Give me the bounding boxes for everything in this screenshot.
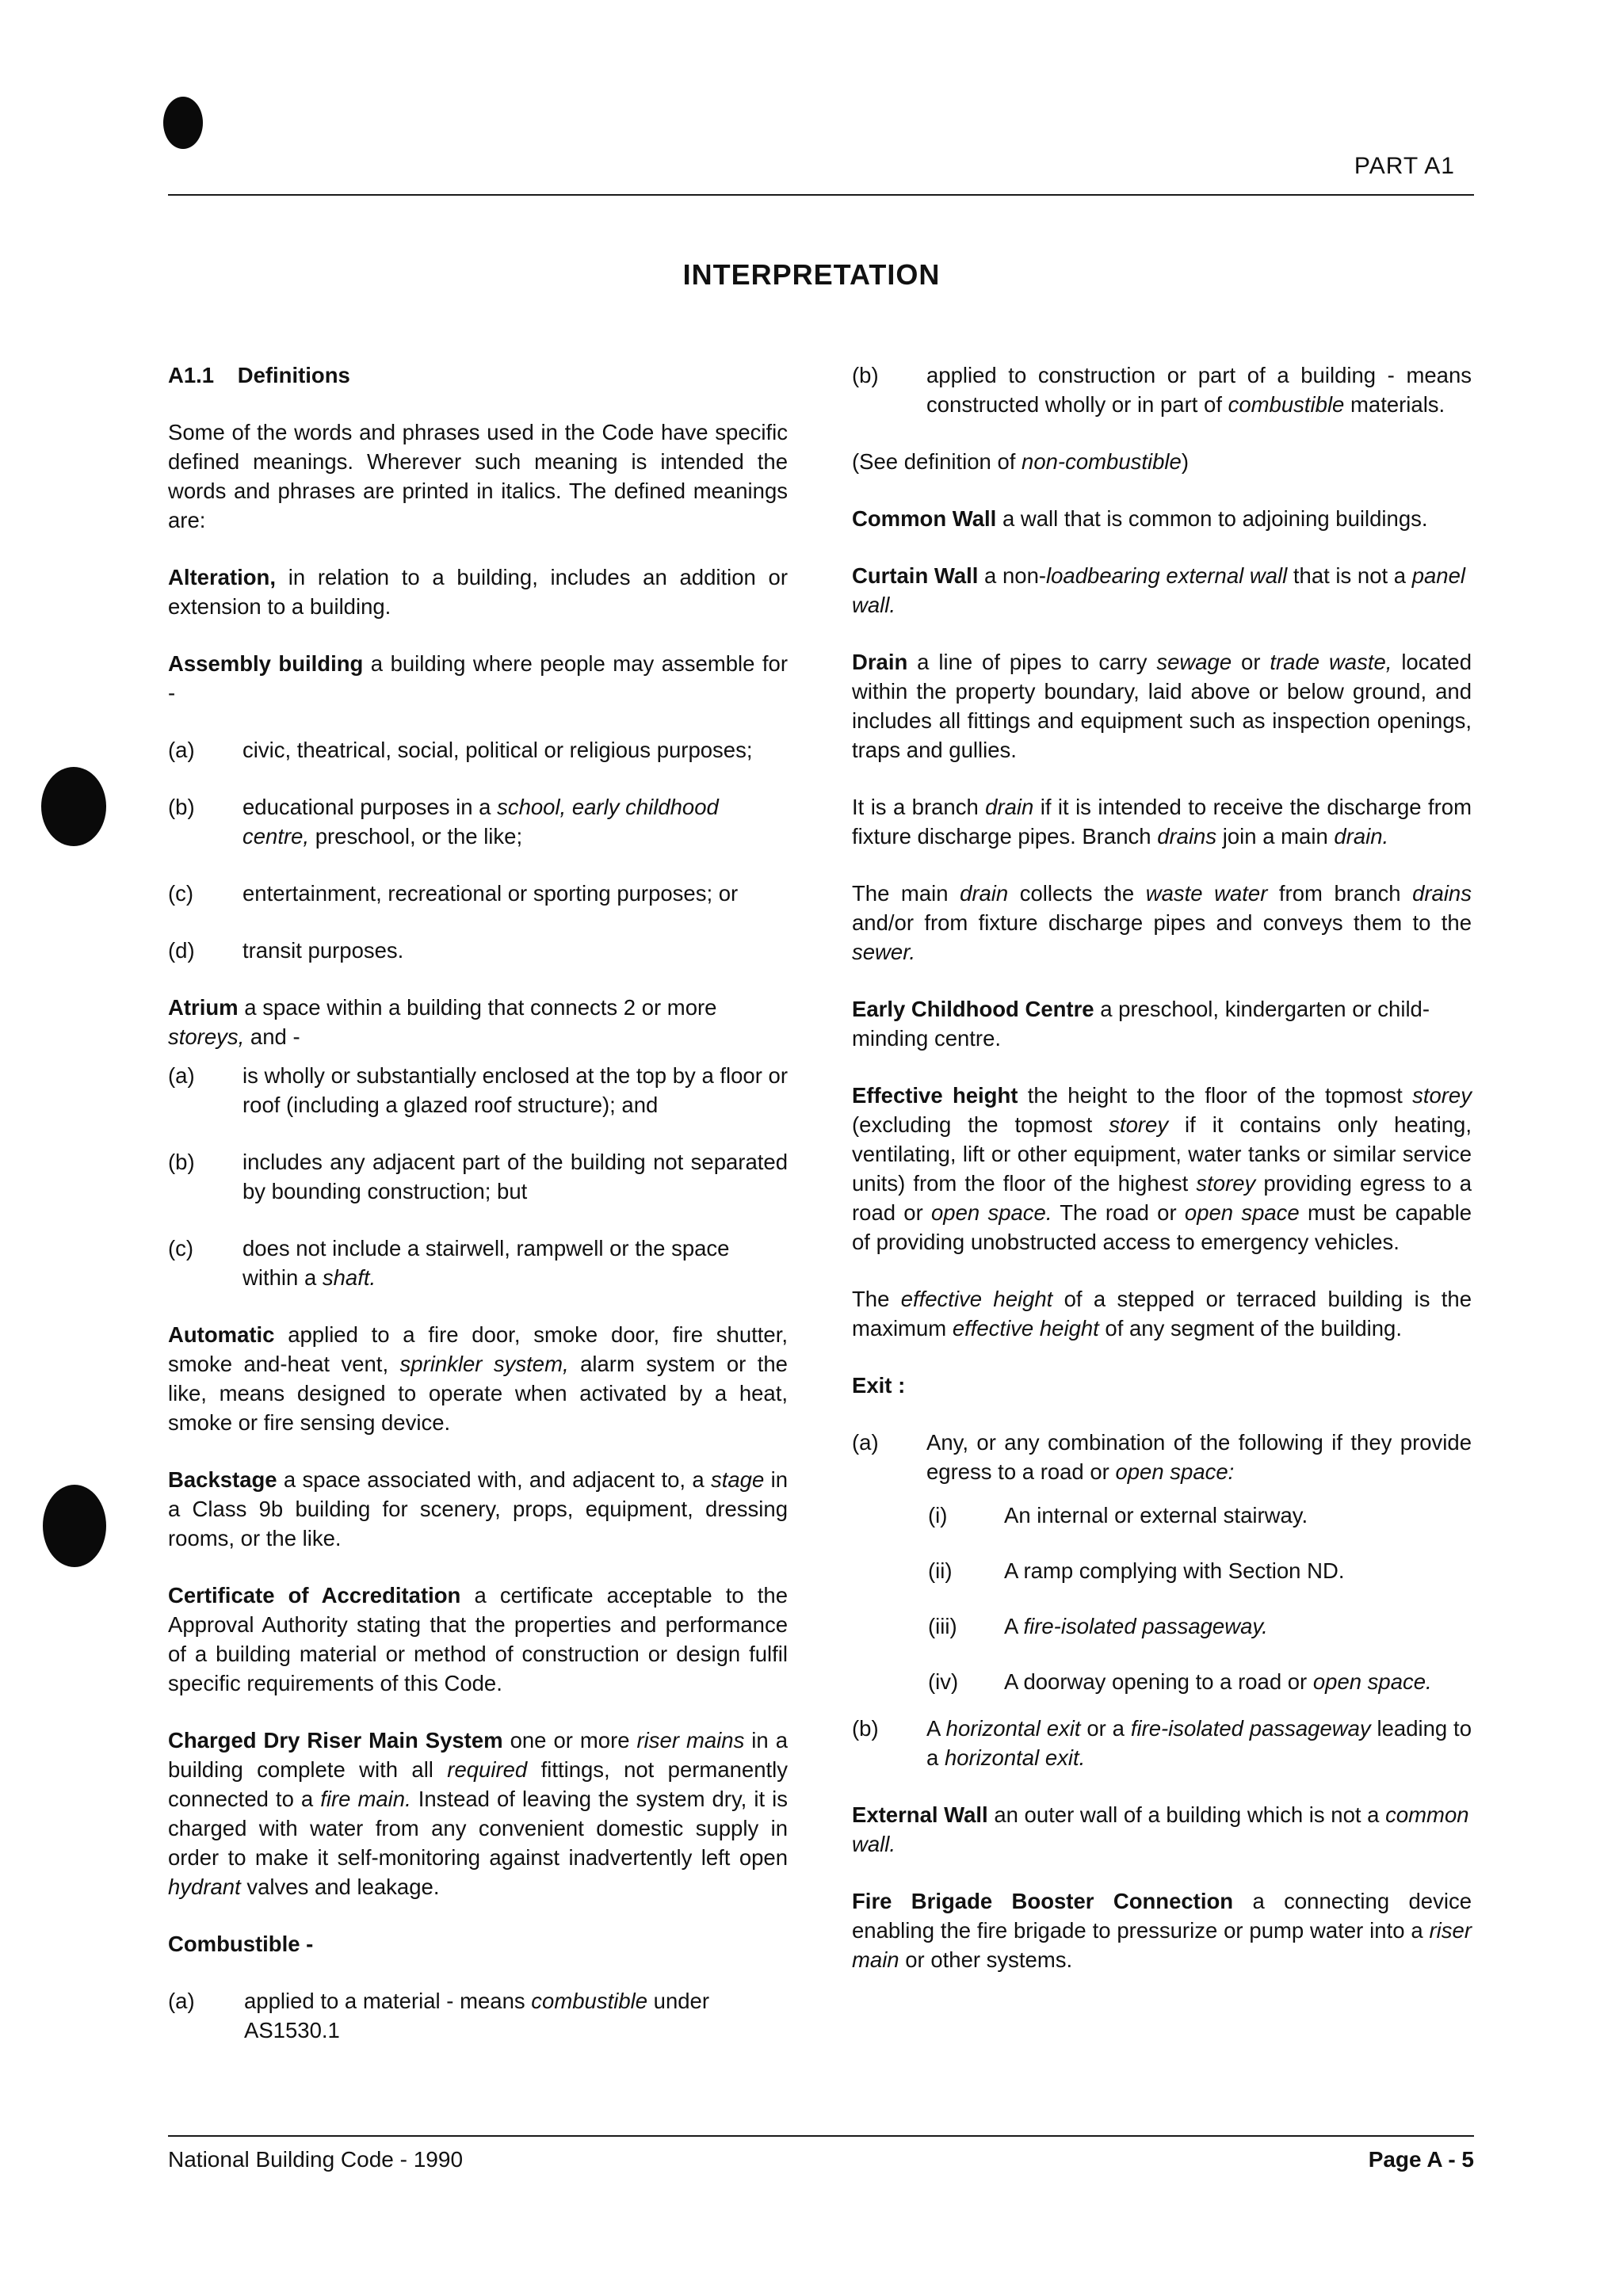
list-item: (b) includes any adjacent part of the building not separated by bounding construction; but bbox=[168, 1150, 788, 1203]
list-item: (a) Any, or any combination of the following if they provide egress to a road or open space: bbox=[852, 1430, 1472, 1484]
footer-page-number: Page A - 5 bbox=[1368, 2147, 1474, 2172]
part-label: PART A1 bbox=[1354, 153, 1455, 179]
drain-paragraph-3: The main drain collects the waste water from branch drains and/or from fixture discharge pipes and conveys them to the sewer. bbox=[852, 881, 1472, 964]
definition-automatic: Automatic applied to a fire door, smoke door, fire shutter, smoke and-heat vent, sprinkler system, alarm system or the like, means designed to operate when activated by a heat, smoke or fire sensing device. bbox=[168, 1322, 788, 1435]
definition-curtain-wall: Curtain Wall a non-loadbearing external wall that is not a panel wall. bbox=[852, 563, 1466, 617]
definition-exit: Exit : bbox=[852, 1373, 906, 1398]
definition-common-wall: Common Wall a wall that is common to adjoining buildings. bbox=[852, 506, 1428, 531]
drain-paragraph-2: It is a branch drain if it is intended to receive the discharge from fixture discharge pipes. Branch drains join a main drain. bbox=[852, 795, 1472, 849]
definition-external-wall: External Wall an outer wall of a building which is not a common wall. bbox=[852, 1802, 1469, 1856]
intro-paragraph: Some of the words and phrases used in the Code have specific defined meanings. Wherever such meaning is intended the words and phrases are printed in italics. The defined meanings are: bbox=[168, 420, 788, 532]
list-item: (a) civic, theatrical, social, political or religious purposes; bbox=[168, 738, 753, 762]
definition-charged-dry-riser-main-system: Charged Dry Riser Main System one or more riser mains in a building complete with all required fittings, not permanently connected to a fire main. Instead of leaving the system dry, it is charged with water from any convenient domestic supply in order to make it self-monitoring against inadvertently left open hydrant valves and leakage. bbox=[168, 1728, 788, 1899]
list-item: (a) is wholly or substantially enclosed at the top by a floor or roof (including a glazed roof structure); and bbox=[168, 1063, 788, 1117]
punch-hole-top bbox=[163, 97, 203, 149]
section-heading: A1.1 Definitions bbox=[168, 363, 350, 387]
see-note: (See definition of non-combustible) bbox=[852, 449, 1189, 474]
definition-effective-height: Effective height the height to the floor of the topmost storey (excluding the topmost storey if it contains only heating, ventilating, lift or other equipment, water tanks or similar service units) from the floor of the highest storey providing egress to a road or open space. The road or open space must be capable of providing unobstructed access to emergency vehicles. bbox=[852, 1083, 1472, 1254]
definition-assembly-building: Assembly building a building where people may assemble for - bbox=[168, 651, 789, 705]
list-item: (i) An internal or external stairway. bbox=[928, 1503, 1308, 1527]
list-item: (ii) A ramp complying with Section ND. bbox=[928, 1558, 1345, 1583]
list-item: (iii) A fire-isolated passageway. bbox=[928, 1614, 1268, 1638]
definition-atrium: Atrium a space within a building that connects 2 or more storeys, and - bbox=[168, 995, 717, 1049]
definition-backstage: Backstage a space associated with, and adjacent to, a stage in a Class 9b building for scenery, props, equipment, dressing rooms, or the like. bbox=[168, 1467, 788, 1550]
list-item: (b) A horizontal exit or a fire-isolated passageway leading to a horizontal exit. bbox=[852, 1716, 1472, 1770]
header-rule bbox=[168, 194, 1474, 196]
definition-combustible: Combustible - bbox=[168, 1932, 314, 1956]
footer-rule bbox=[168, 2135, 1474, 2137]
page-title: INTERPRETATION bbox=[682, 258, 941, 291]
definition-certificate-of-accreditation: Certificate of Accreditation a certificate acceptable to the Approval Authority stating that the properties and performance of a building material or method of construction or design fulfil specific requirements of this Code. bbox=[168, 1583, 789, 1695]
punch-hole-middle bbox=[41, 767, 106, 846]
definition-alteration: Alteration, in relation to a building, includes an addition or extension to a building. bbox=[168, 565, 788, 619]
effective-height-paragraph-2: The effective height of a stepped or terraced building is the maximum effective height of any segment of the building. bbox=[852, 1287, 1472, 1341]
footer-code-title: National Building Code - 1990 bbox=[168, 2147, 464, 2172]
list-item: (iv) A doorway opening to a road or open space. bbox=[928, 1669, 1432, 1694]
list-item: (b) applied to construction or part of a building - means constructed wholly or in part of combustible materials. bbox=[852, 363, 1472, 417]
right-column bbox=[852, 360, 1472, 2002]
list-item: (b) educational purposes in a school, early childhood centre, preschool, or the like; bbox=[168, 795, 719, 849]
definition-early-childhood-centre: Early Childhood Centre a preschool, kindergarten or child-minding centre. bbox=[852, 997, 1430, 1051]
definition-drain: Drain a line of pipes to carry sewage or trade waste, located within the property boundary, laid above or below ground, and includes all fittings and equipment such as inspection openings, traps and gullies. bbox=[852, 650, 1472, 762]
list-item: (a) applied to a material - means combustible under AS1530.1 bbox=[168, 1989, 710, 2042]
definition-fire-brigade-booster-connection: Fire Brigade Booster Connection a connecting device enabling the fire brigade to pressurize or pump water into a riser main or other systems. bbox=[852, 1889, 1472, 1972]
list-item: (d) transit purposes. bbox=[168, 938, 404, 963]
left-column bbox=[168, 360, 788, 2073]
punch-hole-bottom bbox=[43, 1485, 106, 1567]
list-item: (c) entertainment, recreational or sporting purposes; or bbox=[168, 881, 739, 906]
list-item: (c) does not include a stairwell, rampwell or the space within a shaft. bbox=[168, 1236, 730, 1290]
